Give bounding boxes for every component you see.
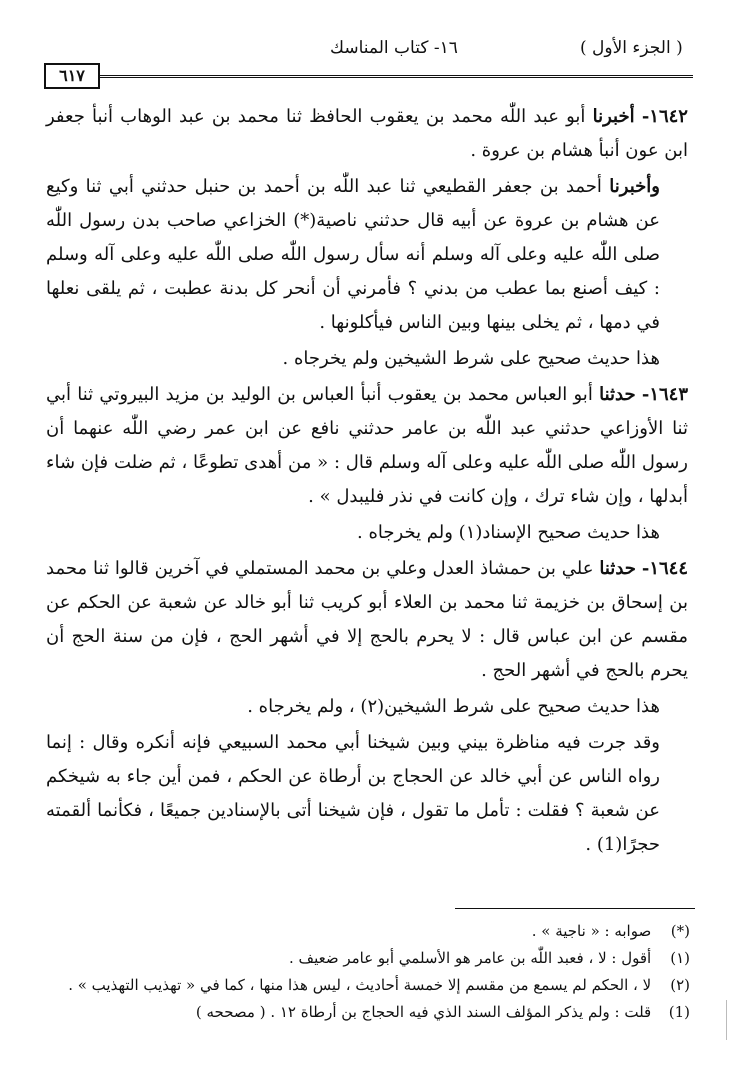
hadith-text: علي بن حمشاذ العدل وعلي بن محمد المستملي في آخرين قالوا ثنا محمد بن إسحاق بن خزيمة ثنا محمد بن العلاء أبو كريب ثنا أبو خالد عن شعبة عن الحكم عن مقسم عن ابن عباس قال : لا يحرم بالحج إلا في أشهر الحج ، فإن من سنة الحج أن يحرم بالحج في أشهر الحج . — [46, 558, 688, 681]
hadith-number: ١٦٤٤- — [641, 558, 688, 579]
footnote-text: قلت : ولم يذكر المؤلف السند الذي فيه الحجاج بن أرطاة ١٢ . ( مصححه ) — [195, 1003, 652, 1021]
hadith-lead: حدثنا — [599, 558, 636, 579]
footnotes — [40, 918, 690, 1026]
discussion-text: وقد جرت فيه مناظرة بيني وبين شيخنا أبي محمد السبيعي فإنه أنكره وقال : إنما رواه الناس عن أبي خالد عن الحجاج بن أرطاة عن الحكم ، فمن أين جاء به شيخكم عن شعبة ؟ فقلت : تأمل ما تقول ، فإن شيخنا أتى بالإسنادين جميعًا ، فكأنما ألقمته حجرًا(1) . — [46, 732, 660, 855]
footnote-rule — [455, 908, 695, 909]
hadith-number: ١٦٤٢- — [641, 106, 688, 127]
grading-1644 — [46, 690, 688, 724]
volume-header: ( الجزء الأول ) — [580, 38, 683, 58]
footnote-mark: (١) — [670, 949, 690, 967]
chain-lead: وأخبرنا — [609, 176, 660, 197]
footnote-text: أقول : لا ، فعبد اللّٰه بن عامر هو الأسلمي أبو عامر ضعيف . — [289, 949, 652, 967]
chapter-header: ١٦- كتاب المناسك — [330, 38, 458, 58]
footnote-mark: (*) — [670, 922, 690, 940]
footnote — [40, 918, 690, 945]
hadith-1643 — [46, 378, 688, 514]
grading-text: هذا حديث صحيح على شرط الشيخين(٢) ، ولم يخرجاه . — [247, 696, 660, 717]
footnote-text: لا ، الحكم لم يسمع من مقسم إلا خمسة أحاديث ، ليس هذا منها ، كما في « تهذيب التهذيب » . — [68, 976, 652, 994]
main-text — [46, 100, 688, 862]
hadith-lead: أخبرنا — [592, 106, 635, 127]
footnote — [40, 945, 690, 972]
hadith-text: أبو العباس محمد بن يعقوب أنبأ العباس بن الوليد بن مزيد البيروتي ثنا أبي ثنا الأوزاعي حدثني عبد اللّٰه بن عامر حدثني نافع عن ابن عمر رضي اللّٰه عنهما أن رسول اللّٰه صلى اللّٰه عليه وعلى آله وسلم قال : « من أهدى تطوعًا ، ثم ضلت فإن شاء أبدلها ، وإن شاء ترك ، وإن كانت في نذر فليبدل » . — [46, 384, 688, 507]
discussion — [46, 726, 688, 862]
grading-text: هذا حديث صحيح الإسناد(١) ولم يخرجاه . — [357, 522, 660, 543]
grading-1642 — [46, 342, 688, 376]
margin-mark — [720, 1000, 727, 1040]
footnote — [40, 999, 690, 1026]
chain-text: أحمد بن جعفر القطيعي ثنا عبد اللّٰه بن أحمد بن حنبل حدثني أبي ثنا وكيع عن هشام بن عروة عن أبيه قال حدثني ناصية(*) الخزاعي صاحب بدن رسول اللّٰه صلى اللّٰه عليه وعلى آله وسلم أنه سأل رسول اللّٰه صلى اللّٰه عليه وعلى آله وسلم : كيف أصنع بما عطب من بدني ؟ فأمرني أن أنحر كل بدنة عطبت ، ثم يلقى نعلها في دمها ، ثم يخلى بينها وبين الناس فيأكلونها . — [46, 176, 660, 333]
hadith-text: أبو عبد اللّٰه محمد بن يعقوب الحافظ ثنا محمد بن عبد الوهاب أنبأ جعفر ابن عون أنبأ هشام بن عروة . — [46, 106, 688, 161]
footnote-text: صوابه : « ناجية » . — [531, 922, 652, 940]
hadith-number: ١٦٤٣- — [641, 384, 688, 405]
header-rule — [98, 75, 693, 78]
hadith-1642 — [46, 100, 688, 168]
footnote — [40, 972, 690, 999]
hadith-lead: حدثنا — [599, 384, 636, 405]
grading-text: هذا حديث صحيح على شرط الشيخين ولم يخرجاه . — [282, 348, 660, 369]
grading-1643 — [46, 516, 688, 550]
page-number: ٦١٧ — [44, 63, 100, 89]
chain-2 — [46, 170, 688, 340]
footnote-mark: (1) — [668, 1003, 690, 1021]
hadith-1644 — [46, 552, 688, 688]
footnote-mark: (٢) — [670, 976, 690, 994]
